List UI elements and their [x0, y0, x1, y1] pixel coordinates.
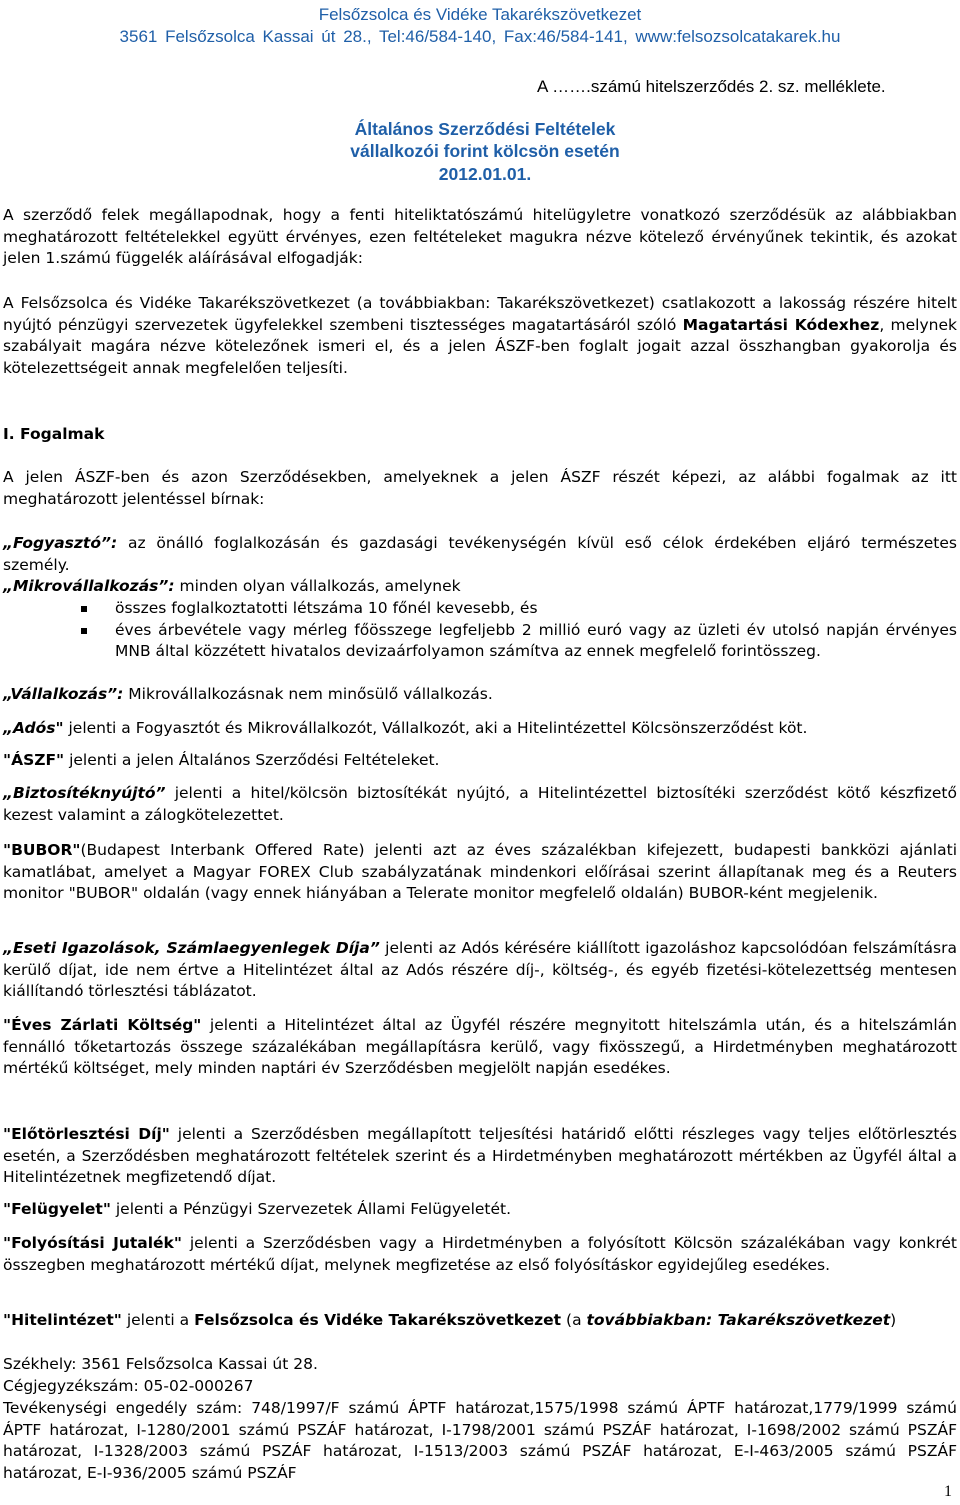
list-item: összes foglalkoztatotti létszáma 10 főnél kevesebb, és [3, 598, 957, 620]
annex-label: A …….számú hitelszerződés 2. sz. melléklete. [537, 77, 886, 96]
def-folyositasi: "Folyósítási Jutalék" jelenti a Szerződésben vagy a Hirdetményben a folyósított Kölcsön százalékában vagy konkrét összegben meghatározott mértékű díjat, melynek megfizetése az első folyósításkor egyidejűleg esedékes. [3, 1234, 957, 1274]
term: „Biztosítéknyújtó” [3, 784, 166, 802]
def-elotorlesztes: "Előtörlesztési Díj" jelenti a Szerződésben megállapított teljesítési határidő előtti részleges vagy teljes előtörlesztés esetén, a Szerződésben meghatározott feltételek szerint és a Hirdetményben meghatározott mértékben az Ügyfél által a Hitelintézetnek megfizetendő díjat. [3, 1125, 958, 1186]
term: "Előtörlesztési Díj" [3, 1125, 170, 1143]
def-aszf: "ÁSZF" jelenti a jelen Általános Szerződési Feltételeket. [3, 751, 440, 769]
code-paragraph: A Felsőzsolca és Vidéke Takarékszövetkezet (a továbbiakban: Takarékszövetkezet) csatlakozott a lakosság részére hitelt nyújtó pénzügyi szervezetek ügyfelekkel szembeni tisztességes magatartásáról szóló Magatartási Kódexhez, melynek szabályait magára nézve kötelezőnek ismeri el, és a jelen ÁSZF-ben foglalt jogait azzal összhangban gyakorolja és kötelezettségeit annak megfelelően teljesíti. [3, 294, 957, 377]
intro-paragraph: A szerződő felek megállapodnak, hogy a fenti hiteliktatószámú hitelügyletre vonatkozó szerződésük az alábbiakban meghatározott feltételekkel együtt érvényes, ezen feltételeket magukra nézve kötelező érvényűnek tekintik, és azokat jelen 1.számú függelék aláírásával elfogadják: [3, 206, 957, 267]
title-line-1: Általános Szerződési Feltételek [354, 119, 616, 139]
def-felugyelet: "Felügyelet" jelenti a Pénzügyi Szervezetek Állami Felügyeletét. [3, 1200, 512, 1218]
org-name: Felsőzsolca és Vidéke Takarékszövetkezet [318, 5, 642, 24]
def-mikro: „Mikrovállalkozás”: minden olyan vállalkozás, amelynek [3, 577, 461, 595]
term: „Mikrovállalkozás”: [3, 577, 175, 595]
term: "Felügyelet" [3, 1200, 111, 1218]
page-number: 1 [944, 1483, 952, 1500]
title-date: 2012.01.01. [438, 164, 532, 184]
term: „Eseti Igazolások, Számlaegyenlegek Díja” [3, 939, 380, 957]
def-bubor: "BUBOR"(Budapest Interbank Offered Rate) jelenti azt az éves százalékban kifejezett, budapesti bankközi ajánlati kamatlábat, amelyet a Magyar FOREX Club szabályzatának mindenkori előírásai szerint állapítanak meg és a Reuters monitor "BUBOR" oldalán (vagy ennek hiányában a Telerate monitor megfelelő oldalán) BUBOR-ként megjelenik. [3, 841, 957, 902]
term: "Hitelintézet" [3, 1311, 122, 1329]
code-name: Magatartási Kódexhez [682, 315, 880, 334]
def-eseti: „Eseti Igazolások, Számlaegyenlegek Díja” jelenti az Adós kérésére kiállított igazoláshoz kapcsolódóan felszámításra kerülő díjat, ide nem értve a Hitelintézet által az Adós részére díj-, költség-, és egyéb fizetési-kötelezettség mentesen kiállítandó törlesztési táblázatot. [3, 939, 958, 1000]
term: "Éves Zárlati Költség" [3, 1016, 202, 1034]
def-vallalkozas: „Vállalkozás”: Mikrovállalkozásnak nem minősülő vállalkozás. [3, 685, 493, 703]
bullet-icon [81, 606, 87, 612]
term: "BUBOR" [3, 841, 81, 859]
szekhely: Székhely: 3561 Felsőzsolca Kassai út 28. [3, 1355, 318, 1373]
term: „Adós" [3, 719, 64, 737]
bullet-icon [81, 628, 87, 634]
term: „Vállalkozás”: [3, 685, 124, 703]
title-line-2: vállalkozói forint kölcsön esetén [350, 141, 620, 161]
def-eves-zarlati: "Éves Zárlati Költség" jelenti a Hitelintézet által az Ügyfél részére megnyitott hitelszámla után, és a hitelszámlán fennálló tőketartozás összege százalékában megállapításra kerülő, vagy fixösszegű, a Hirdetményben meghatározott mértékű költséget, mely minden naptári év Szerződésben megjelölt napján esedékes. [3, 1016, 957, 1077]
section-heading: I. Fogalmak [3, 425, 105, 443]
def-hitelintezet: "Hitelintézet" jelenti a Felsőzsolca és Vidéke Takarékszövetkezet (a továbbiakban: Takarékszövetkezet) [3, 1311, 897, 1329]
def-fogyaszto: „Fogyasztó”: az önálló foglalkozásán és gazdasági tevékenységén kívül eső célok érdekében eljáró természetes személy. [3, 534, 957, 574]
mikro-list [3, 598, 957, 663]
term: "ÁSZF" [3, 751, 65, 769]
def-ados: „Adós" jelenti a Fogyasztót és Mikrovállalkozót, Vállalkozót, aki a Hitelintézettel Kölcsönszerződést köt. [3, 719, 808, 737]
cegjegyzekszam: Cégjegyzékszám: 05-02-000267 [3, 1377, 254, 1395]
contact-line: 3561 Felsőzsolca Kassai út 28., Tel:46/584-140, Fax:46/584-141, www:felsozsolcatakarek.hu [119, 27, 841, 46]
def-biztositek: „Biztosítéknyújtó” jelenti a hitel/kölcsön biztosítékát nyújtó, a Hitelintézettel biztosítéki szerződést kötő készfizető kezest valamint a zálogkötelezettet. [3, 784, 957, 824]
tevekenysegi-engedely: Tevékenységi engedély szám: 748/1997/F számú ÁPTF határozat,1575/1998 számú ÁPTF határozat,1779/1999 számú ÁPTF határozat, I-1280/2001 számú PSZÁF határozat, I-1798/2001 számú PSZÁF határozat, I-1698/2002 számú PSZÁF határozat, I-1328/2003 számú PSZÁF határozat, I-1513/2003 számú PSZÁF határozat, E-I-463/2005 számú PSZÁF határozat, E-I-936/2005 számú PSZÁF [3, 1399, 957, 1482]
term: „Fogyasztó”: [3, 534, 118, 552]
term: "Folyósítási Jutalék" [3, 1234, 182, 1252]
list-item: éves árbevétele vagy mérleg főösszege legfeljebb 2 millió euró vagy az üzleti év utolsó napján érvényes MNB által közzétett hivatalos devizaárfolyamon számítva az ennek megfelelő forintösszeg. [3, 620, 957, 663]
section-intro: A jelen ÁSZF-ben és azon Szerződésekben, amelyeknek a jelen ÁSZF részét képezi, az alábbi fogalmak az itt meghatározott jelentéssel bírnak: [3, 468, 957, 508]
